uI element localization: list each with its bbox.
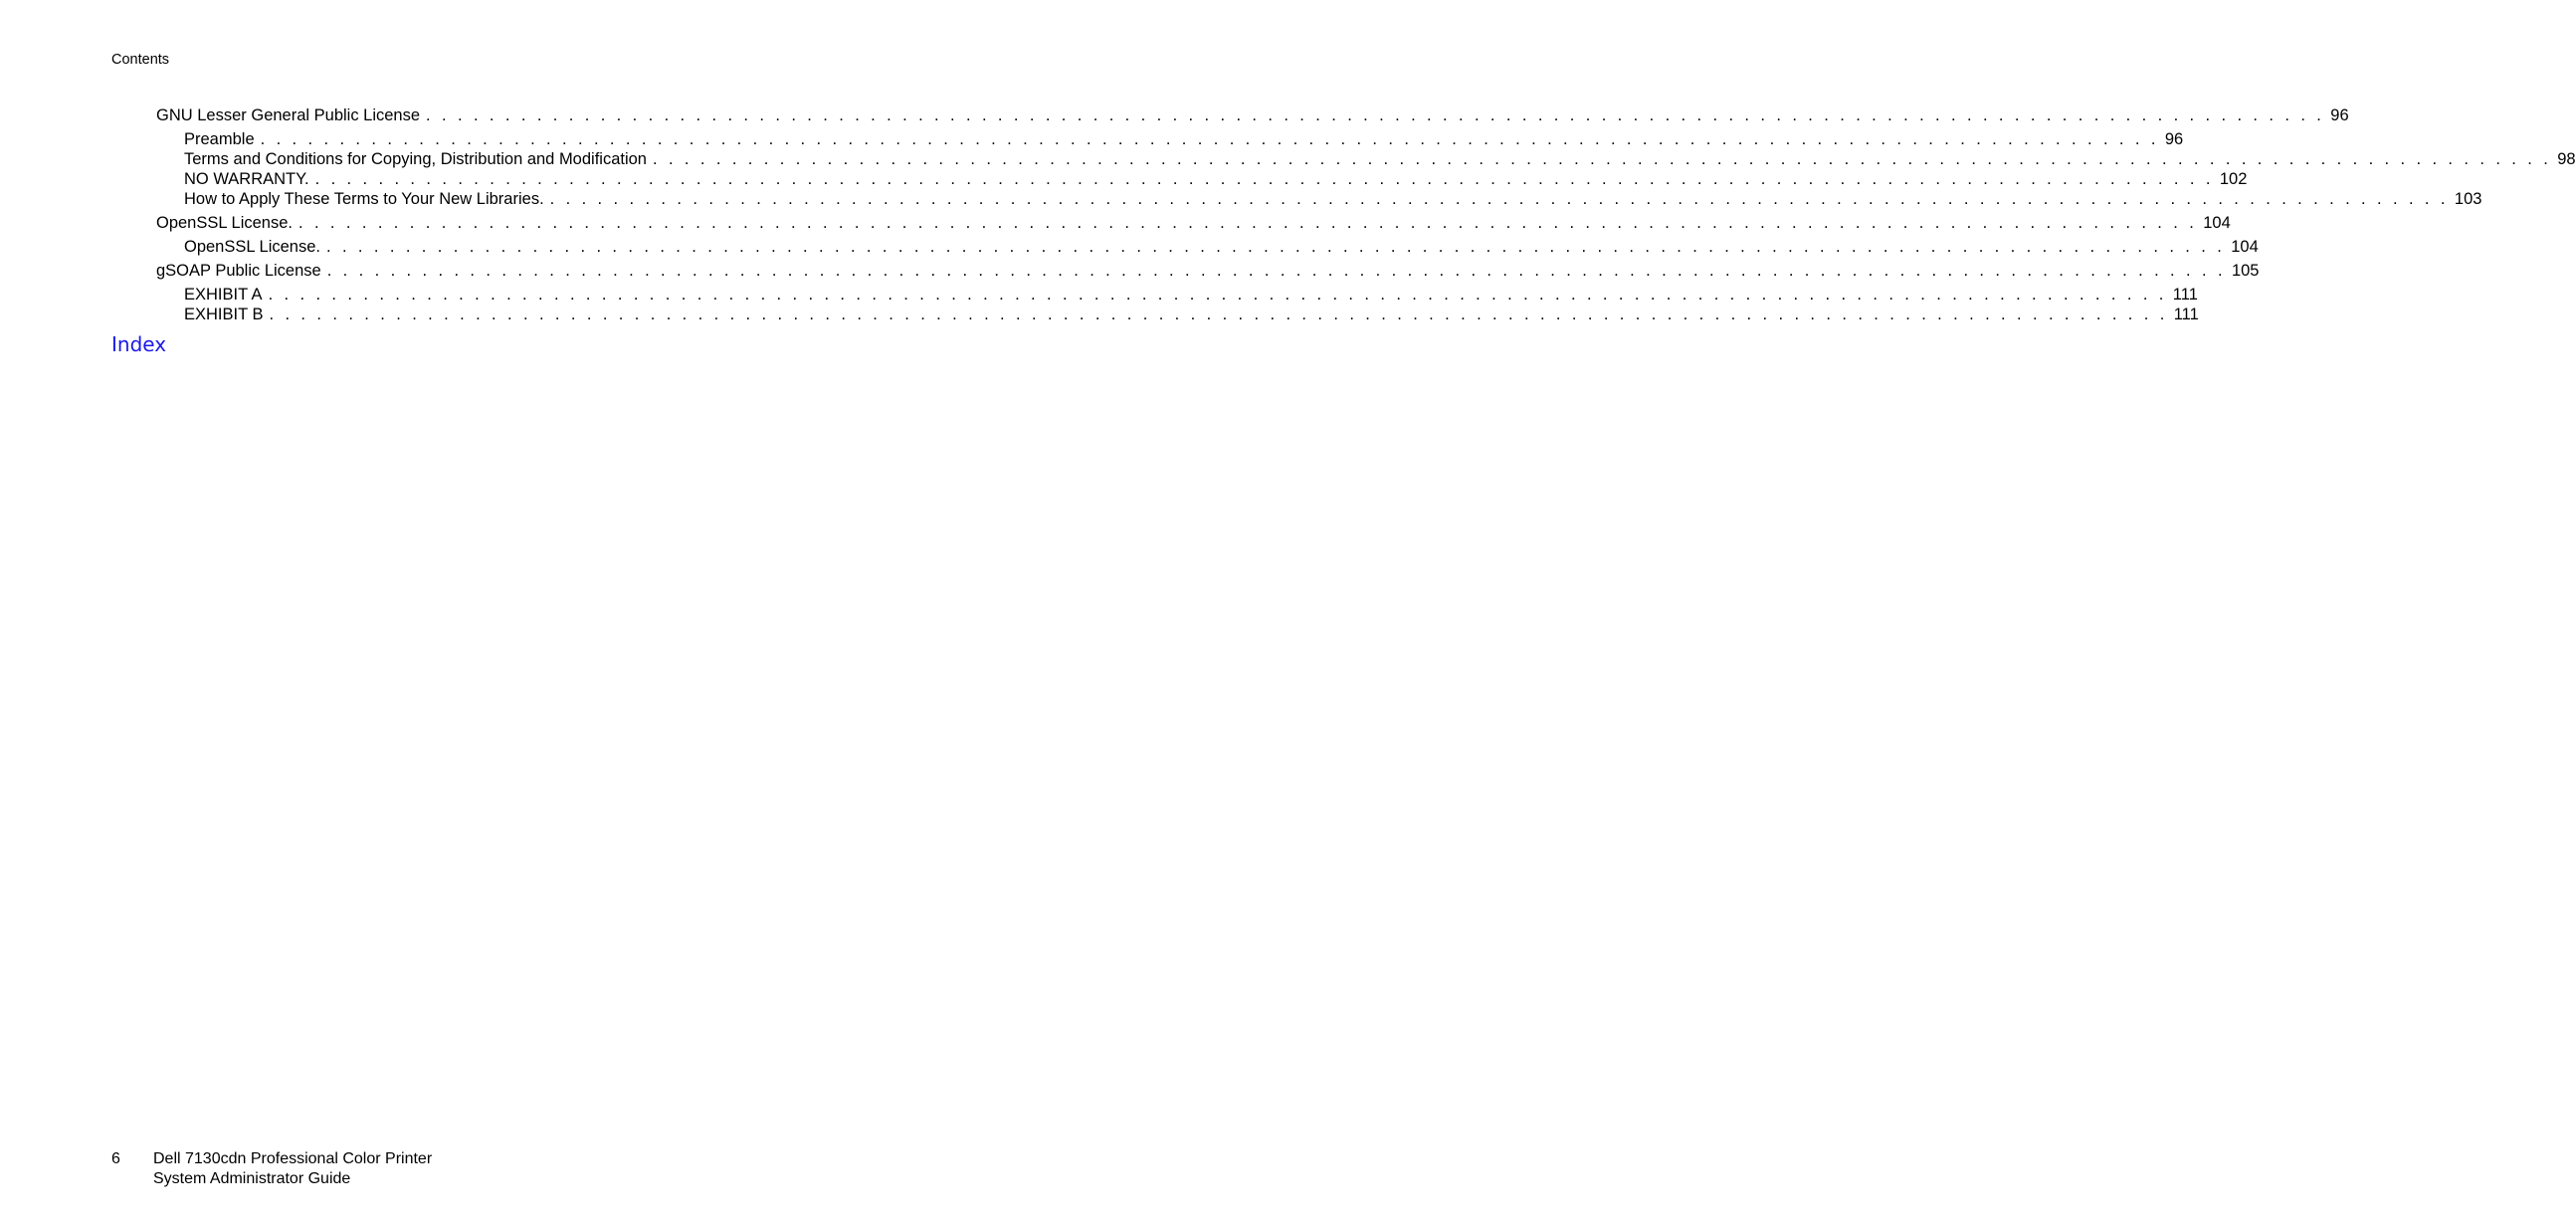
toc-entry-exhibit-b[interactable] [156, 305, 2199, 324]
toc-entry-title: GNU Lesser General Public License [156, 106, 421, 124]
toc-entry-page: 103 [2454, 190, 2482, 208]
toc-entry-preamble[interactable] [156, 129, 2184, 149]
toc-entry-page: 104 [2203, 214, 2231, 232]
toc-dot-leader: . . . . . . . . . . . . . . . . . . . . . . . . . . . . . . . . . . . . . . . . . . . . . . . . . . . . . . . . . . . . . . . . . . . . . . . . . . . . . . . . . . . . . . . . . . . . . . . . . . . . . . . . . . . . . . . . . . . . . . . . [268, 286, 2167, 304]
index-link[interactable]: Index [111, 332, 167, 356]
toc-entry-terms-conditions[interactable] [156, 149, 2576, 169]
toc-dot-leader: . . . . . . . . . . . . . . . . . . . . . . . . . . . . . . . . . . . . . . . . . . . . . . . . . . . . . . . . . . . . . . . . . . . . . . . . . . . . . . . . . . . . . . . . . . . . . . . . . . . . . . . . . . . . . . . . . . . . . . . . [549, 190, 2449, 208]
footer-guide-name: System Administrator Guide [153, 1170, 351, 1187]
toc-dot-leader: . . . . . . . . . . . . . . . . . . . . . . . . . . . . . . . . . . . . . . . . . . . . . . . . . . . . . . . . . . . . . . . . . . . . . . . . . . . . . . . . . . . . . . . . . . . . . . . . . . . . . . . . . . . . . . . . . . . . . . . . [297, 214, 2198, 232]
table-of-contents [156, 105, 2576, 324]
toc-entry-title: gSOAP Public License [156, 262, 321, 280]
toc-entry-title: Preamble [184, 130, 255, 148]
toc-entry-title: EXHIBIT A [184, 286, 263, 304]
footer-product-name: Dell 7130cdn Professional Color Printer [153, 1150, 433, 1167]
toc-entry-title: OpenSSL License. [184, 238, 320, 256]
toc-entry-exhibit-a[interactable] [156, 285, 2198, 305]
toc-entry-page: 111 [2172, 286, 2198, 304]
toc-dot-leader: . . . . . . . . . . . . . . . . . . . . . . . . . . . . . . . . . . . . . . . . . . . . . . . . . . . . . . . . . . . . . . . . . . . . . . . . . . . . . . . . . . . . . . . . . . . . . . . . . . . . . . . . . . . . . . . . . . . . . . . . [314, 170, 2214, 188]
toc-entry-page: 104 [2231, 238, 2259, 256]
footer-page-number: 6 [111, 1150, 120, 1167]
toc-entry-no-warranty[interactable] [156, 169, 2248, 189]
toc-dot-leader: . . . . . . . . . . . . . . . . . . . . . . . . . . . . . . . . . . . . . . . . . . . . . . . . . . . . . . . . . . . . . . . . . . . . . . . . . . . . . . . . . . . . . . . . . . . . . . . . . . . . . . . . . . . . . . . . . . . . . . . . [652, 150, 2552, 168]
toc-dot-leader: . . . . . . . . . . . . . . . . . . . . . . . . . . . . . . . . . . . . . . . . . . . . . . . . . . . . . . . . . . . . . . . . . . . . . . . . . . . . . . . . . . . . . . . . . . . . . . . . . . . . . . . . . . . . . . . . . . . . . . . . [260, 130, 2159, 148]
toc-entry-page: 111 [2173, 306, 2199, 323]
page-footer [111, 1149, 432, 1189]
toc-dot-leader: . . . . . . . . . . . . . . . . . . . . . . . . . . . . . . . . . . . . . . . . . . . . . . . . . . . . . . . . . . . . . . . . . . . . . . . . . . . . . . . . . . . . . . . . . . . . . . . . . . . . . . . . . . . . . . . . . . . . . . . . [426, 106, 2325, 124]
page-header-label: Contents [111, 52, 170, 68]
toc-entry-gnu-lgpl[interactable] [156, 105, 2349, 125]
toc-entry-page: 102 [2219, 170, 2248, 188]
toc-entry-title: Terms and Conditions for Copying, Distribution and Modification [184, 150, 647, 168]
toc-dot-leader: . . . . . . . . . . . . . . . . . . . . . . . . . . . . . . . . . . . . . . . . . . . . . . . . . . . . . . . . . . . . . . . . . . . . . . . . . . . . . . . . . . . . . . . . . . . . . . . . . . . . . . . . . . . . . . . . . . . . . . . . [269, 306, 2168, 323]
toc-entry-title: NO WARRANTY. [184, 170, 309, 188]
toc-dot-leader: . . . . . . . . . . . . . . . . . . . . . . . . . . . . . . . . . . . . . . . . . . . . . . . . . . . . . . . . . . . . . . . . . . . . . . . . . . . . . . . . . . . . . . . . . . . . . . . . . . . . . . . . . . . . . . . . . . . . . . . . [325, 238, 2226, 256]
toc-entry-how-to-apply[interactable] [156, 189, 2482, 209]
toc-entry-page: 96 [2330, 106, 2349, 124]
toc-entry-openssl-license[interactable] [156, 213, 2231, 233]
toc-dot-leader: . . . . . . . . . . . . . . . . . . . . . . . . . . . . . . . . . . . . . . . . . . . . . . . . . . . . . . . . . . . . . . . . . . . . . . . . . . . . . . . . . . . . . . . . . . . . . . . . . . . . . . . . . . . . . . . . . . . . . . . . [326, 262, 2226, 280]
toc-entry-openssl-license-sub[interactable] [156, 237, 2259, 257]
toc-entry-gsoap-license[interactable] [156, 261, 2260, 281]
toc-entry-page: 105 [2231, 262, 2260, 280]
toc-entry-title: EXHIBIT B [184, 306, 264, 323]
toc-entry-title: OpenSSL License. [156, 214, 293, 232]
footer-document-title [153, 1149, 432, 1189]
toc-entry-page: 98 [2557, 150, 2576, 168]
toc-entry-title: How to Apply These Terms to Your New Libraries. [184, 190, 544, 208]
toc-entry-page: 96 [2164, 130, 2184, 148]
